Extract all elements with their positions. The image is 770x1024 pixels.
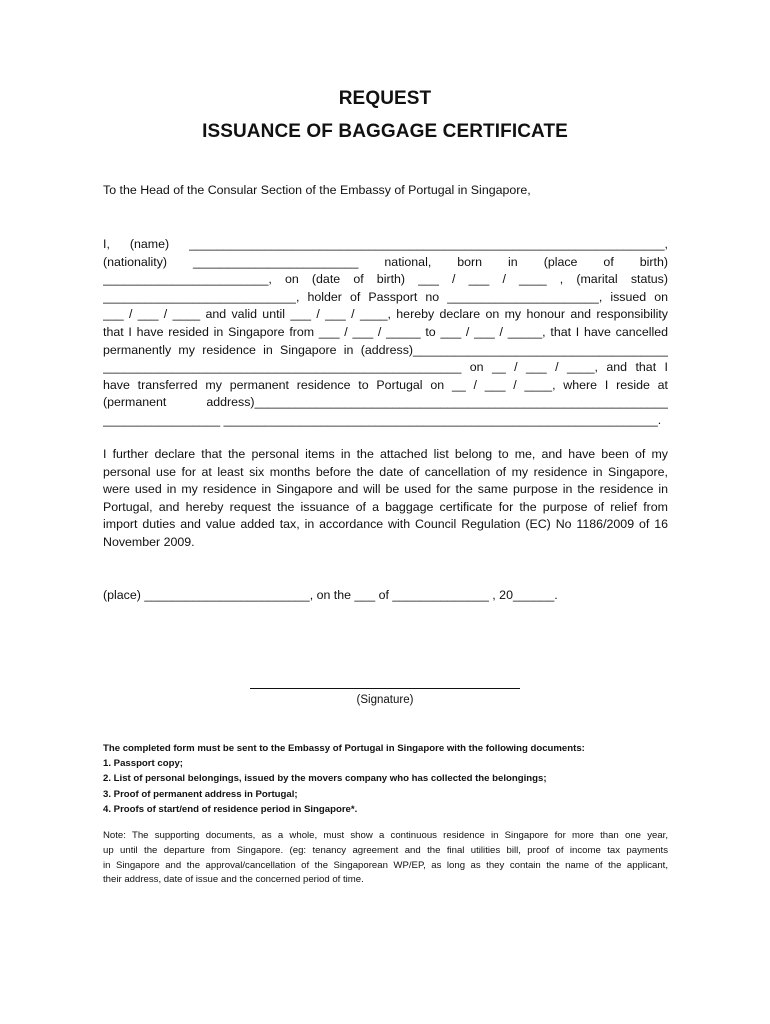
- further-line: personal use for at least six months before the date of cancellation of my residence in Singapore,: [103, 464, 668, 479]
- document-item: 1. Passport copy;: [103, 758, 183, 770]
- further-line: I further declare that the personal items in the attached list belong to me, and have been of my: [103, 447, 668, 461]
- signature-line: [250, 688, 520, 689]
- declaration-line: permanently my residence in Singapore in (address)_____________________________________: [103, 342, 668, 357]
- declaration-line: I, (name) _____________________________________________________________________,: [103, 237, 668, 251]
- note-line: in Singapore and the approval/cancellation of the Singaporean WP/EP, as long as they contain the name of the applicant,: [103, 859, 668, 871]
- declaration-line: (nationality) ________________________ national, born in (place of birth): [103, 254, 668, 269]
- declaration-line: (permanent address)____________________________________________________________: [103, 395, 668, 410]
- declaration-line: that I have resided in Singapore from ___ / ___ / _____ to ___ / ___ / _____, that I have cancelled: [103, 324, 668, 339]
- documents-intro: The completed form must be sent to the Embassy of Portugal in Singapore with the following documents:: [103, 743, 585, 754]
- document-item: 3. Proof of permanent address in Portugal;: [103, 788, 298, 800]
- declaration-line: _________________ _______________________________________________________________.: [103, 412, 662, 427]
- required-documents: [103, 741, 668, 817]
- further-line: November 2009.: [103, 534, 195, 549]
- addressee-line: To the Head of the Consular Section of the Embassy of Portugal in Singapore,: [103, 183, 531, 197]
- document-item: 2. List of personal belongings, issued by the movers company who has collected the belongings;: [103, 773, 547, 785]
- declaration-line: ____________________________, holder of Passport no ______________________, issued on: [103, 289, 668, 304]
- supporting-documents-note: [103, 829, 668, 888]
- further-line: import duties and value added tax, in accordance with Council Regulation (EC) No 1186/2009 of 16: [103, 517, 668, 532]
- declaration-line: ____________________________________________________ on __ / ___ / ____, and that I: [103, 360, 668, 375]
- declaration-line: have transferred my permanent residence to Portugal on __ / ___ / ____, where I reside at: [103, 377, 668, 392]
- note-line: up until the departure from Singapore. (eg: tenancy agreement and the final utilities bill, proof of income tax payments: [103, 844, 668, 856]
- title-issuance: ISSUANCE OF BAGGAGE CERTIFICATE: [202, 121, 568, 142]
- further-line: Portugal, and hereby request the issuance of a baggage certificate for the purpose of relief from: [103, 499, 668, 514]
- further-declaration-paragraph: [103, 446, 668, 552]
- place-date-line: (place) ________________________, on the ___ of ______________ , 20______.: [103, 588, 558, 602]
- document-item: 4. Proofs of start/end of residence period in Singapore*.: [103, 803, 358, 815]
- note-line: their address, date of issue and the concerned period of time.: [103, 874, 364, 886]
- declaration-line: ________________________, on (date of birth) ___ / ___ / ____ , (marital status): [103, 272, 668, 287]
- further-line: were used in my residence in Singapore and will be used for the same purpose in the residence in: [103, 482, 668, 497]
- title-request: REQUEST: [338, 88, 432, 109]
- declaration-paragraph: [103, 236, 668, 430]
- declaration-line: ___ / ___ / ____ and valid until ___ / ___ / ____, hereby declare on my honour and responsibility: [103, 307, 668, 322]
- note-line: Note: The supporting documents, as a whole, must show a continuous residence in Singapore for more than one year,: [103, 830, 668, 841]
- signature-label: (Signature): [356, 694, 414, 706]
